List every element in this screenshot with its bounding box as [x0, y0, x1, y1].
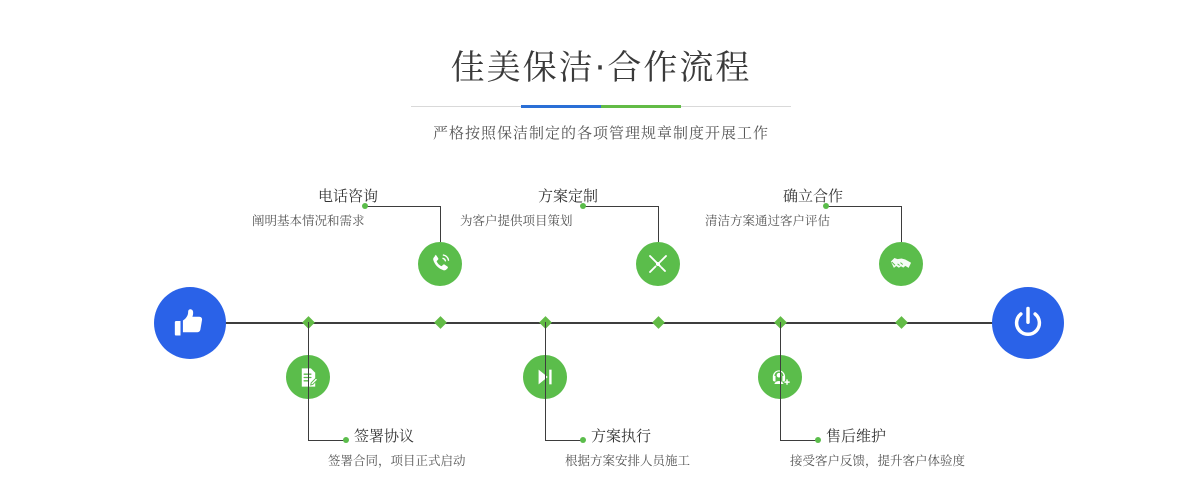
- step-3-stem: [658, 206, 659, 242]
- axis-node-2: [434, 316, 447, 329]
- step-5-stem: [901, 206, 902, 242]
- step-2-stem: [308, 322, 309, 440]
- timeline-end: [992, 287, 1064, 359]
- step-6-stem: [780, 322, 781, 440]
- step-5-desc: 清洁方案通过客户评估: [705, 214, 831, 228]
- step-1-icon-circle[interactable]: [418, 242, 462, 286]
- step-4-desc: 根据方案安排人员施工: [565, 454, 691, 468]
- thumbs-up-icon: [173, 306, 207, 340]
- step-4-stem: [545, 322, 546, 440]
- step-1-stem: [440, 206, 441, 242]
- step-6-title: 售后维护: [826, 428, 887, 445]
- step-5-label: [705, 188, 843, 230]
- step-1-desc: 阐明基本情况和需求: [252, 214, 365, 228]
- axis-node-4: [652, 316, 665, 329]
- page-header: [0, 0, 1202, 143]
- step-2-label: [328, 428, 466, 470]
- plan-tools-icon: [646, 252, 670, 276]
- timeline-start: [154, 287, 226, 359]
- divider-blue-segment: [521, 105, 601, 108]
- power-icon: [1009, 304, 1047, 342]
- phone-call-icon: [428, 252, 452, 276]
- step-1-title: 电话咨询: [318, 188, 379, 205]
- step-3-icon-circle[interactable]: [636, 242, 680, 286]
- step-4-title: 方案执行: [591, 428, 652, 445]
- step-6-desc: 接受客户反馈，提升客户体验度: [790, 454, 966, 468]
- step-6-label: [790, 428, 965, 470]
- step-3-desc: 为客户提供项目策划: [460, 214, 573, 228]
- step-2-title: 签署协议: [354, 428, 415, 445]
- page-title: 佳美保洁·合作流程: [450, 48, 752, 88]
- page-subtitle: 严格按照保洁制定的各项管理规章制度开展工作: [432, 125, 769, 142]
- step-3-label: [460, 188, 598, 230]
- title-divider: [411, 105, 791, 108]
- handshake-icon: [889, 252, 914, 277]
- axis-node-6: [895, 316, 908, 329]
- divider-green-segment: [601, 105, 681, 108]
- step-4-label: [565, 428, 690, 470]
- step-2-desc: 签署合同，项目正式启动: [328, 454, 466, 468]
- step-5-icon-circle[interactable]: [879, 242, 923, 286]
- step-3-title: 方案定制: [538, 188, 599, 205]
- step-5-title: 确立合作: [783, 188, 844, 205]
- step-1-label: [252, 188, 378, 230]
